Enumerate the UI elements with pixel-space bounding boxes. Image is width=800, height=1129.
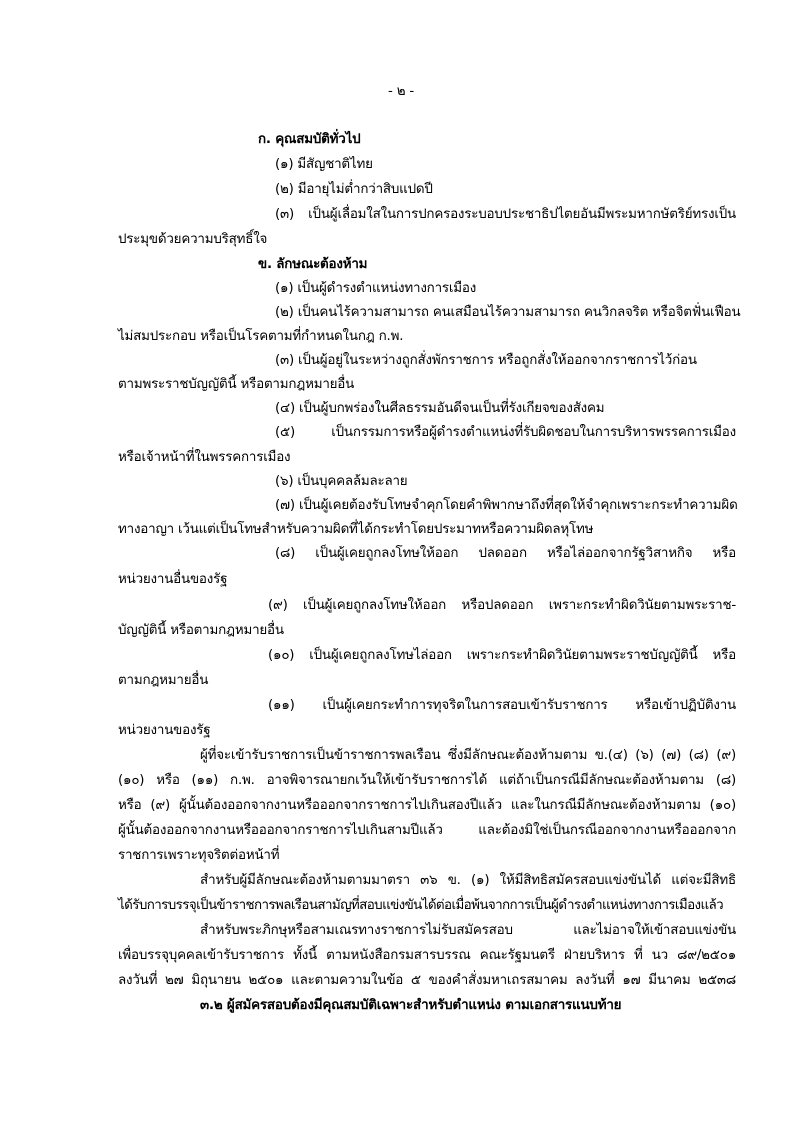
exemption-paragraph-line-5: ราชการเพราะทุจริตต่อหน้าที่ [118,848,280,863]
prohibited-item-9-line-1: (๙) เป็นผู้เคยถูกลงโทษให้ออก หรือปลดออก เพราะกระทำผิดวินัยตามพระราช- [268,598,736,613]
prohibited-item-2-line-2: ไม่สมประกอบ หรือเป็นโรคตามที่กำหนดในกฎ ก.พ. [118,329,404,344]
page-number: - ๒ - [388,84,415,99]
prohibited-item-2-line-1: (๒) เป็นคนไร้ความสามารถ คนเสมือนไร้ความสามารถ คนวิกลจริต หรือจิตฟั่นเฟือน [275,305,741,320]
heading-general-qualifications: ก. คุณสมบัติทั่วไป [258,132,361,147]
prohibited-item-3-line-1: (๓) เป็นผู้อยู่ในระหว่างถูกสั่งพักราชการ หรือถูกสั่งให้ออกจากราชการไว้ก่อน [275,353,697,368]
prohibited-item-7-line-1: (๗) เป็นผู้เคยต้องรับโทษจำคุกโดยคำพิพากษาถึงที่สุดให้จำคุกเพราะกระทำความผิด [275,498,738,513]
monks-paragraph-line-1: สำหรับพระภิกษุหรือสามเณรทางราชการไม่รับสมัครสอบ และไม่อาจให้เข้าสอบแข่งขัน [200,923,736,938]
heading-prohibited-characteristics: ข. ลักษณะต้องห้าม [258,257,368,272]
prohibited-item-10-line-2: ตามกฎหมายอื่น [118,673,209,688]
prohibited-item-11-line-1: (๑๑) เป็นผู้เคยกระทำการทุจริตในการสอบเข้ารับราชการ หรือเข้าปฏิบัติงาน [268,698,736,713]
general-item-1: (๑) มีสัญชาติไทย [275,157,373,172]
political-position-paragraph-line-2: ได้รับการบรรจุเป็นข้าราชการพลเรือนสามัญที่สอบแข่งขันได้ต่อเมื่อพ้นจากการเป็นผู้ดำรงตำแหน่งทางการเมืองแล้ว [118,898,724,913]
prohibited-item-8-line-2: หน่วยงานอื่นของรัฐ [118,572,228,587]
general-item-2: (๒) มีอายุไม่ต่ำกว่าสิบแปดปี [275,182,433,197]
exemption-paragraph-line-3: หรือ (๙) ผู้นั้นต้องออกจากงานหรือออกจากราชการไปเกินสองปีแล้ว และในกรณีมีลักษณะต้องห้ามตาม (๑๐) [118,798,736,813]
prohibited-item-5-line-2: หรือเจ้าหน้าที่ในพรรคการเมือง [118,450,291,465]
prohibited-item-6: (๖) เป็นบุคคลล้มละลาย [275,474,408,489]
prohibited-item-10-line-1: (๑๐) เป็นผู้เคยถูกลงโทษไล่ออก เพราะกระทำผิดวินัยตามพระราชบัญญัตินี้ หรือ [268,648,736,663]
prohibited-item-5-line-1: (๕) เป็นกรรมการหรือผู้ดำรงตำแหน่งที่รับผิดชอบในการบริหารพรรคการเมือง [275,425,736,440]
political-position-paragraph-line-1: สำหรับผู้มีลักษณะต้องห้ามตามมาตรา ๓๖ ข. (๑) ให้มีสิทธิสมัครสอบแข่งขันได้ แต่จะมีสิทธิ [200,873,736,888]
prohibited-item-7-line-2: ทางอาญา เว้นแต่เป็นโทษสำหรับความผิดที่ได้กระทำโดยประมาทหรือความผิดลหุโทษ [118,522,594,537]
general-item-3-line-1: (๓) เป็นผู้เลื่อมใสในการปกครองระบอบประชาธิปไตยอันมีพระมหากษัตริย์ทรงเป็น [275,207,736,222]
prohibited-item-9-line-2: บัญญัตินี้ หรือตามกฎหมายอื่น [118,623,284,638]
exemption-paragraph-line-1: ผู้ที่จะเข้ารับราชการเป็นข้าราชการพลเรือน ซึ่งมีลักษณะต้องห้ามตาม ข.(๔) (๖) (๗) (๘) (๙) [200,748,737,763]
prohibited-item-1: (๑) เป็นผู้ดำรงตำแหน่งทางการเมือง [275,281,477,296]
general-item-3-line-2: ประมุขด้วยความบริสุทธิ์ใจ [118,232,268,247]
monks-paragraph-line-3: ลงวันที่ ๒๗ มิถุนายน ๒๕๐๑ และตามความในข้อ ๕ ของคำสั่งมหาเถรสมาคม ลงวันที่ ๑๗ มีนาคม ๒๕๓๘ [118,973,736,988]
heading-specific-qualifications: ๓.๒ ผู้สมัครสอบต้องมีคุณสมบัติเฉพาะสำหรับตำแหน่ง ตามเอกสารแนบท้าย [200,998,622,1013]
prohibited-item-11-line-2: หน่วยงานของรัฐ [118,723,211,738]
prohibited-item-4: (๔) เป็นผู้บกพร่องในศีลธรรมอันดีจนเป็นที่รังเกียจของสังคม [275,401,605,416]
prohibited-item-8-line-1: (๘) เป็นผู้เคยถูกลงโทษให้ออก ปลดออก หรือไล่ออกจากรัฐวิสาหกิจ หรือ [275,546,736,561]
monks-paragraph-line-2: เพื่อบรรจุบุคคลเข้ารับราชการ ทั้งนี้ ตามหนังสือกรมสารบรรณ คณะรัฐมนตรี ฝ่ายบริหาร ที่ นว ๘๙/๒๕๐๑ [118,948,736,963]
exemption-paragraph-line-2: (๑๐) หรือ (๑๑) ก.พ. อาจพิจารณายกเว้นให้เข้ารับราชการได้ แต่ถ้าเป็นกรณีมีลักษณะต้องห้ามตาม (๘) [118,773,736,788]
exemption-paragraph-line-4: ผู้นั้นต้องออกจากงานหรือออกจากราชการไปเกินสามปีแล้ว และต้องมิใช่เป็นกรณีออกจากงานหรือออกจาก [118,823,736,838]
prohibited-item-3-line-2: ตามพระราชบัญญัตินี้ หรือตามกฎหมายอื่น [118,377,355,392]
